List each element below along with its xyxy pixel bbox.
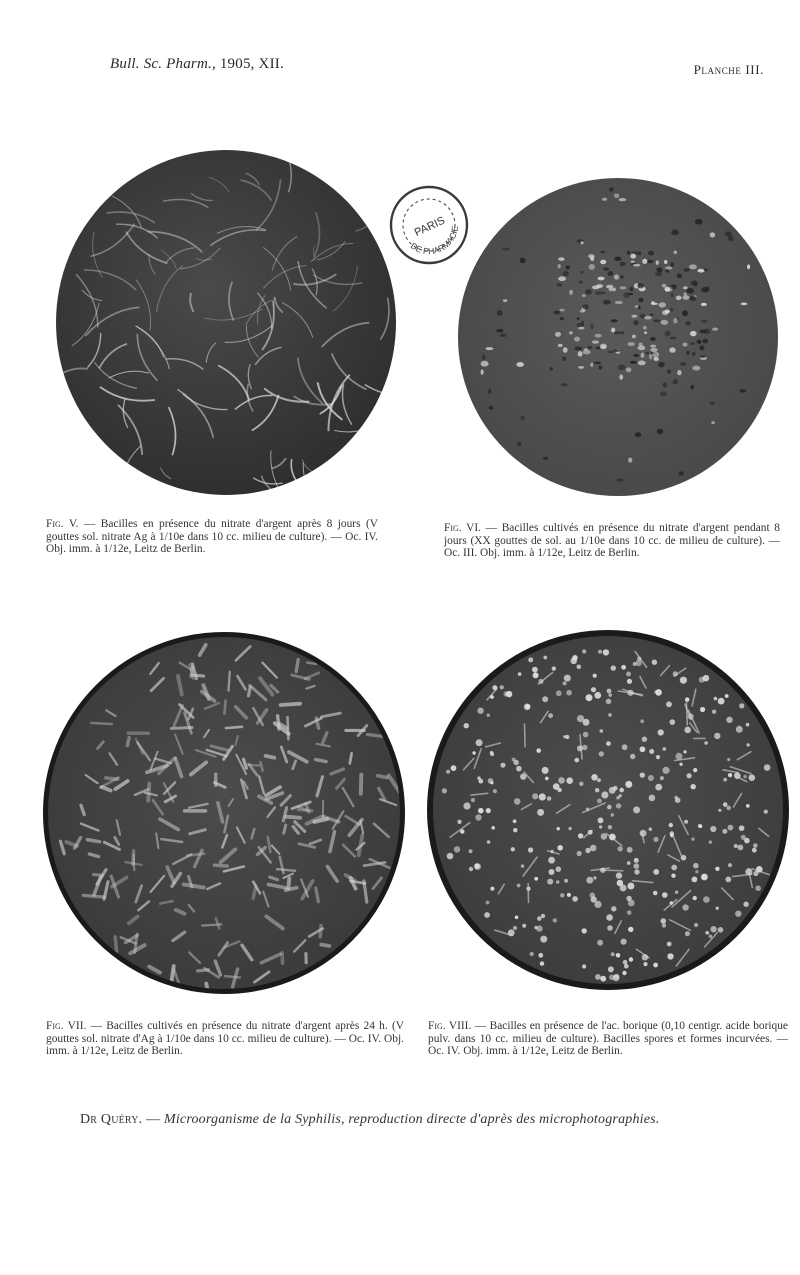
journal-year-volume: 1905, XII. (215, 56, 284, 72)
caption-fig5 (46, 518, 378, 556)
caption-fig7 (46, 1020, 404, 1058)
library-stamp-icon (388, 184, 470, 266)
caption-fig5-label: Fig. V. (46, 518, 79, 530)
micrograph-fig6 (458, 178, 778, 496)
caption-fig8 (428, 1020, 788, 1058)
plate-author: Dr Quéry. (80, 1112, 143, 1127)
caption-fig6-label: Fig. VI. (444, 522, 481, 534)
caption-fig5-text: — Bacilles en présence du nitrate d'argent après 8 jours (V gouttes sol. nitrate Ag à 1/10e dans 10 cc. milieu de culture). — Oc. IV. Obj. imm. à 1/12e, Leitz de Berlin. (46, 518, 378, 556)
micrograph-fig6-image (458, 178, 778, 496)
micrograph-fig7 (43, 632, 405, 994)
caption-fig7-label: Fig. VII. (46, 1020, 87, 1032)
micrograph-fig8-image (433, 636, 783, 984)
micrograph-fig7-image (48, 637, 400, 989)
journal-reference (110, 56, 284, 73)
plate-footer (80, 1112, 660, 1128)
caption-fig8-label: Fig. VIII. (428, 1020, 472, 1032)
caption-fig6 (444, 522, 780, 560)
plate-number: Planche III. (693, 62, 764, 77)
journal-name: Bull. Sc. Pharm., (110, 56, 216, 72)
plate-title: Microorganisme de la Syphilis, reproduction directe d'après des microphotographies. (163, 1112, 660, 1127)
stamp-city: PARIS (412, 214, 447, 240)
micrograph-fig5 (56, 150, 396, 495)
caption-fig6-text: — Bacilles cultivés en présence du nitrate d'argent pendant 8 jours (XX gouttes de sol. au 1/10e dans 10 cc. de milieu de culture). — Oc. III. Obj. imm. à 1/12e, Leitz de Berlin. (444, 522, 780, 560)
micrograph-fig8 (427, 630, 789, 990)
caption-fig8-text: — Bacilles en présence de l'ac. borique (0,10 centigr. acide borique pulv. dans 10 cc. milieu de culture). Bacilles spores et formes incurvées. — Oc. IV. Obj. imm. à 1/12e, Leitz de Berlin. (428, 1020, 788, 1058)
stamp-ring-text: DE PHARMACIE (408, 225, 461, 257)
caption-fig7-text: — Bacilles cultivés en présence du nitrate d'argent après 24 h. (V gouttes sol. nitrate d'Ag à 1/10e dans 10 cc. milieu de culture). — Oc. IV. Obj. imm. à 1/12e, Leitz de Berlin. (46, 1020, 404, 1058)
micrograph-fig5-image (56, 150, 396, 495)
footer-separator: — (142, 1112, 164, 1127)
